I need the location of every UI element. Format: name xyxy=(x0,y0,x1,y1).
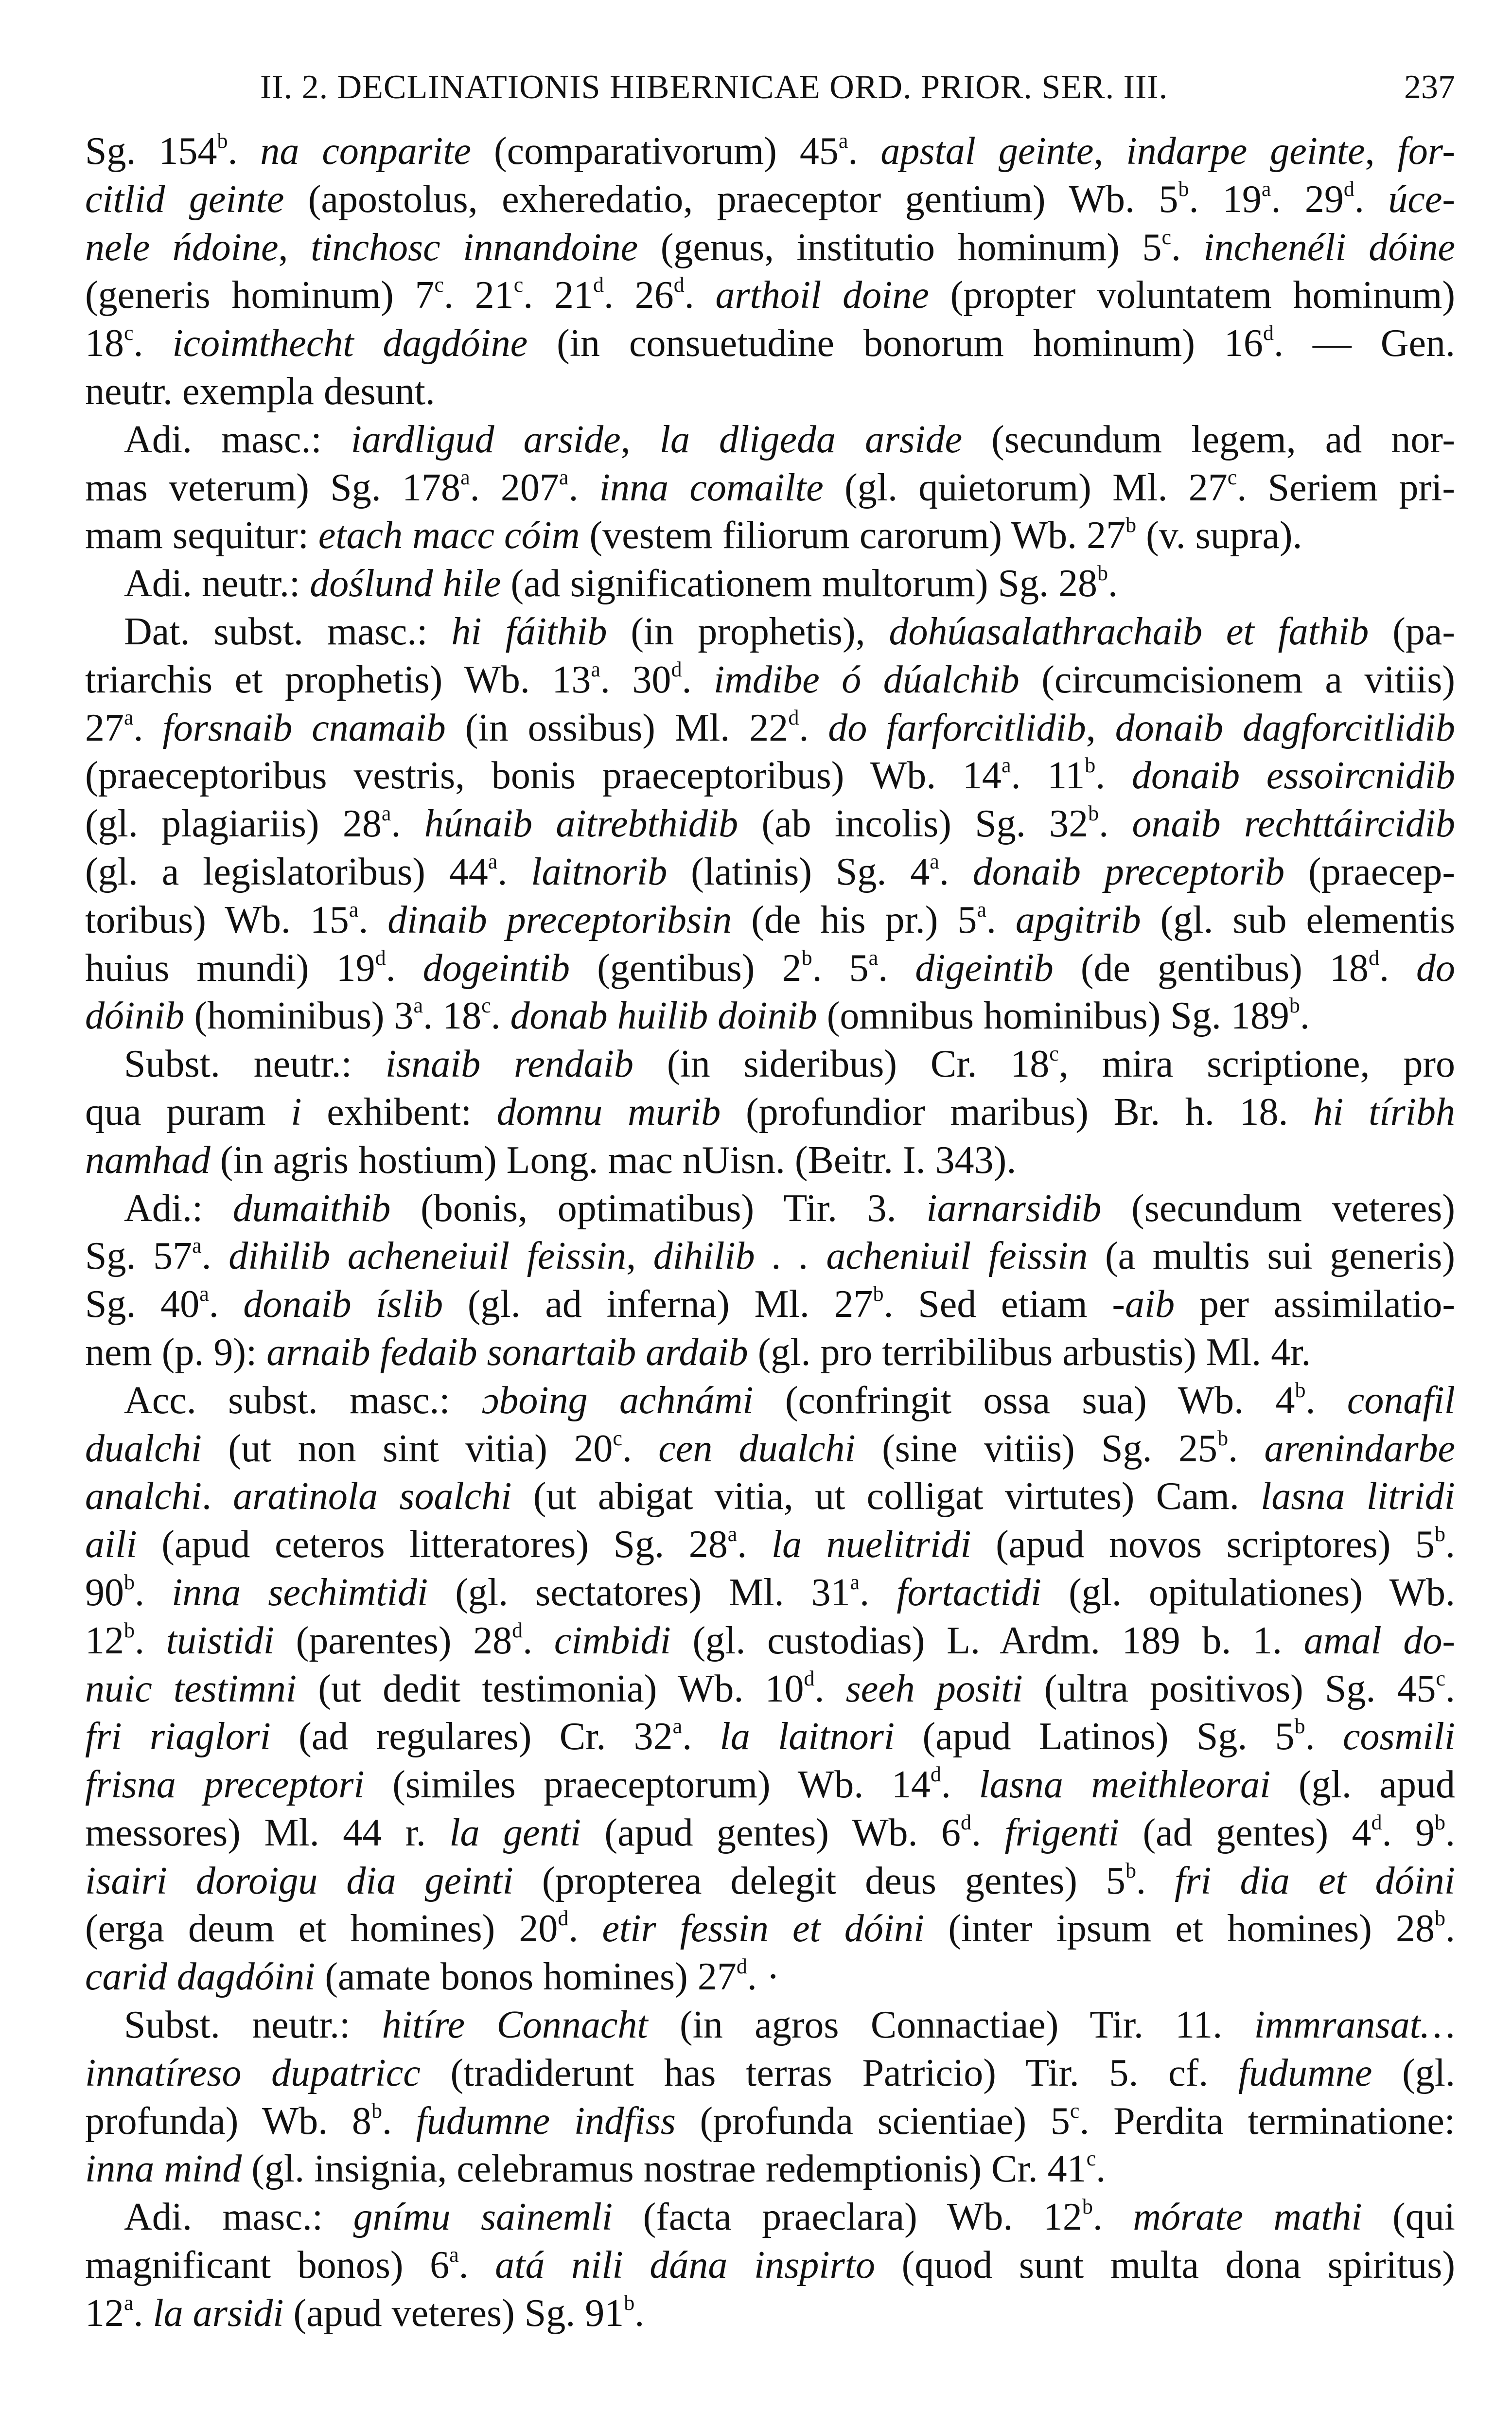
irish-term: immransat… xyxy=(1254,2004,1455,2047)
folio-column-mark: b xyxy=(1088,801,1099,826)
folio-column-mark: a xyxy=(1001,753,1011,778)
irish-term: -aib xyxy=(1112,1283,1175,1326)
text-line: mas veterum) Sg. 178$^a$. 207$^a$. inna comailte (gl. quietorum) Ml. 27$^c$. Seriem pri- xyxy=(85,465,1456,509)
text-line: Sg. 57$^a$. dihilib acheneiuil feissin, dihilib . . acheniuil feissin (a multis sui generis) xyxy=(85,1234,1456,1278)
irish-term: donaib dagforcitlidib xyxy=(1115,706,1456,749)
folio-column-mark: b xyxy=(371,2098,382,2123)
text-line: Sg. 154$^b$. na conparite (comparativorum) 45$^a$. apstal geinte, indarpe geinte, for- xyxy=(85,129,1456,173)
irish-term: digeintib xyxy=(915,946,1054,990)
folio-column-mark: c xyxy=(1086,2146,1096,2171)
irish-term: na conparite xyxy=(260,130,471,173)
text-line: fri riaglori (ad regulares) Cr. 32$^a$. la laitnori (apud Latinos) Sg. 5$^b$. cosmili xyxy=(85,1714,1456,1758)
irish-term: gnímu sainemli xyxy=(353,2196,613,2239)
irish-term: apstal geinte xyxy=(880,130,1094,173)
folio-column-mark: a xyxy=(199,1282,209,1306)
irish-term: tuistidi xyxy=(166,1619,274,1662)
irish-term: onaib rechttáircidib xyxy=(1132,802,1456,846)
folio-column-mark: a xyxy=(413,993,423,1018)
text-line: 12$^a$. la arsidi (apud veteres) Sg. 91$^b$. xyxy=(85,2290,645,2335)
text-line: isairi doroigu dia geinti (propterea delegit deus gentes) 5$^b$. fri dia et dóini xyxy=(85,1858,1456,1902)
irish-term: mórate mathi xyxy=(1133,2196,1362,2239)
irish-term: for- xyxy=(1397,130,1456,173)
folio-column-mark: c xyxy=(1161,225,1171,249)
folio-column-mark: b xyxy=(1435,1522,1446,1546)
text-line: nele ńdoine, tinchosc innandoine (genus, institutio hominum) 5$^c$. inchenéli dóine xyxy=(85,225,1456,269)
irish-term: la dligeda arside xyxy=(659,418,963,461)
irish-term: fudumne indfiss xyxy=(416,2099,676,2143)
folio-column-mark: d xyxy=(930,1762,941,1787)
folio-column-mark: b xyxy=(124,1570,135,1594)
irish-term: inna comailte xyxy=(599,466,824,509)
folio-column-mark: a xyxy=(977,897,986,922)
irish-term: inna mind xyxy=(85,2147,242,2191)
text-line: nem (p. 9): arnaib fedaib sonartaib ardaib (gl. pro terribilibus arbustis) Ml. 4r. xyxy=(85,1330,1311,1374)
text-line: Adi. masc.: gnímu sainemli (facta praeclara) Wb. 12$^b$. mórate mathi (qui xyxy=(124,2195,1455,2239)
text-line: namhad (in agris hostium) Long. mac nUisn. (Beitr. I. 343). xyxy=(85,1138,1017,1182)
folio-column-mark: a xyxy=(488,849,498,873)
text-line: Sg. 40$^a$. donaib íslib (gl. ad inferna) Ml. 27$^b$. Sed etiam -aib per assimilatio- xyxy=(85,1282,1456,1326)
folio-column-mark: a xyxy=(192,1234,202,1258)
irish-term: dumaithib xyxy=(232,1187,391,1230)
folio-column-mark: a xyxy=(460,465,470,489)
folio-column-mark: b xyxy=(1217,1426,1229,1450)
text-line: nuic testimni (ut dedit testimonia) Wb. 10$^d$. seeh positi (ultra positivos) Sg. 45$^c$. xyxy=(85,1666,1456,1710)
text-line: Dat. subst. masc.: hi fáithib (in prophetis), dohúasalathrachaib et fathib (pa- xyxy=(124,610,1455,653)
irish-term: hi fáithib xyxy=(451,610,607,653)
text-line: (gl. plagiariis) 28$^a$. húnaib aitrebthidib (ab incolis) Sg. 32$^b$. onaib rechttáircidib xyxy=(85,801,1456,846)
folio-column-mark: b xyxy=(1097,561,1108,585)
irish-term: hitíre Connacht xyxy=(382,2004,648,2047)
folio-column-mark: b xyxy=(1085,753,1096,778)
folio-column-mark: b xyxy=(1289,993,1300,1018)
folio-column-mark: c xyxy=(481,993,491,1018)
folio-column-mark: b xyxy=(124,1618,135,1642)
folio-column-mark: a xyxy=(850,1570,860,1594)
text-line: dualchi (ut non sint vitia) 20$^c$. cen dualchi (sine vitiis) Sg. 25$^b$. arenindarbe xyxy=(85,1426,1456,1470)
irish-term: namhad xyxy=(85,1138,211,1182)
folio-column-mark: b xyxy=(1125,513,1137,537)
irish-term: la laitnori xyxy=(720,1715,895,1758)
text-line: Adi. masc.: iardligud arside, la dligeda arside (secundum legem, ad nor- xyxy=(124,418,1456,461)
irish-term: iarnarsidib xyxy=(926,1187,1102,1230)
text-line: messores) Ml. 44 r. la genti (apud gentes) Wb. 6$^d$. frigenti (ad gentes) 4$^d$. 9$^b$. xyxy=(85,1810,1455,1854)
irish-term: dihilib acheneiuil feissin xyxy=(229,1235,627,1278)
irish-term: fudumne xyxy=(1238,2051,1372,2094)
folio-column-mark: b xyxy=(801,945,812,970)
irish-term: indarpe geinte xyxy=(1126,130,1365,173)
text-line: Acc. subst. masc.: ɔboing achnámi (confringit ossa sua) Wb. 4$^b$. conafil xyxy=(124,1378,1455,1422)
folio-column-mark: d xyxy=(1343,177,1354,201)
folio-column-mark: d xyxy=(593,273,604,297)
text-line: neutr. exempla desunt. xyxy=(85,370,435,413)
irish-term: dinaib preceptoribsin xyxy=(387,898,732,941)
folio-column-mark: d xyxy=(1368,945,1379,970)
irish-term: nele ńdoine xyxy=(85,226,279,269)
text-line: toribus) Wb. 15$^a$. dinaib preceptoribsin (de his pr.) 5$^a$. apgitrib (gl. sub elementis xyxy=(85,897,1456,941)
irish-term: seeh positi xyxy=(845,1667,1023,1710)
folio-column-mark: a xyxy=(449,2243,459,2267)
folio-column-mark: d xyxy=(804,1666,815,1690)
irish-term: cosmili xyxy=(1342,1715,1456,1758)
folio-column-mark: a xyxy=(381,801,391,826)
folio-column-mark: b xyxy=(1178,177,1189,201)
text-line: (gl. a legislatoribus) 44$^a$. laitnorib (latinis) Sg. 4$^a$. donaib preceptorib (praecep- xyxy=(85,849,1455,893)
folio-column-mark: c xyxy=(613,1426,622,1450)
text-line: Adi.: dumaithib (bonis, optimatibus) Tir. 3. iarnarsidib (secundum veteres) xyxy=(124,1187,1455,1230)
folio-column-mark: c xyxy=(434,273,444,297)
folio-column-mark: b xyxy=(1082,2195,1093,2219)
folio-column-mark: c xyxy=(124,321,134,345)
text-line: dóinib (hominibus) 3$^a$. 18$^c$. donab huilib doinib (omnibus hominibus) Sg. 189$^b$. xyxy=(85,993,1310,1038)
folio-column-mark: a xyxy=(868,945,879,970)
folio-column-mark: c xyxy=(1070,2098,1080,2123)
irish-term: doślund hile xyxy=(310,562,501,605)
irish-term: forsnaib cnamaib xyxy=(162,706,446,749)
irish-term: arnaib fedaib sonartaib ardaib xyxy=(266,1330,748,1374)
folio-column-mark: d xyxy=(673,273,685,297)
irish-term: cen dualchi xyxy=(658,1427,856,1470)
folio-column-mark: a xyxy=(591,657,600,681)
text-line: carid dagdóini (amate bonos homines) $27^d$. · xyxy=(85,1954,780,1999)
text-line: (generis hominum) 7$^c$. 21$^c$. 21$^d$. 26$^d$. arthoil doine (propter voluntatem hominum) xyxy=(85,273,1455,317)
folio-column-mark: c xyxy=(1049,1042,1059,1066)
folio-column-mark: b xyxy=(1294,1714,1305,1738)
irish-term: icoimthecht dagdóine xyxy=(172,322,528,365)
text-line: innatíreso dupatricc (tradiderunt has terras Patricio) Tir. 5. cf. fudumne (gl. xyxy=(85,2051,1455,2094)
irish-term: do xyxy=(1416,946,1456,990)
folio-column-mark: d xyxy=(671,657,682,681)
irish-term: fortactidi xyxy=(897,1571,1042,1614)
irish-term: dualchi xyxy=(85,1427,202,1470)
irish-term: ɔboing achnámi xyxy=(481,1379,754,1422)
irish-term: arthoil doine xyxy=(715,274,929,317)
irish-term: donaib essoircnidib xyxy=(1131,754,1456,798)
irish-term: do farforcitlidib xyxy=(828,706,1086,749)
irish-term: conafil xyxy=(1347,1379,1455,1422)
irish-term: carid dagdóini xyxy=(85,1955,316,1999)
folio-column-mark: a xyxy=(1261,177,1271,201)
text-line: aili (apud ceteros litteratores) Sg. 28$^a$. la nuelitridi (apud novos scriptores) 5$^b$. xyxy=(85,1522,1456,1566)
folio-column-mark: d xyxy=(375,945,386,970)
text-line: magnificant bonos) 6$^a$. atá nili dána inspirto (quod sunt multa dona spiritus) xyxy=(85,2243,1456,2287)
folio-column-mark: d xyxy=(1263,321,1274,345)
irish-term: lasna meithleorai xyxy=(979,1763,1271,1807)
folio-column-mark: b xyxy=(1295,1378,1306,1402)
folio-column-mark: b xyxy=(1125,1858,1136,1882)
irish-term: frigenti xyxy=(1004,1811,1120,1854)
irish-term: donaib preceptorib xyxy=(972,850,1285,893)
irish-term: cimbidi xyxy=(554,1619,671,1662)
irish-term: donab huilib doinib xyxy=(510,994,817,1038)
text-line: frisna preceptori (similes praeceptorum) Wb. 14$^d$. lasna meithleorai (gl. apud xyxy=(85,1762,1456,1807)
folio-column-mark: a xyxy=(124,2290,134,2315)
irish-term: innatíreso dupatricc xyxy=(85,2051,421,2094)
folio-column-mark: b xyxy=(1435,1810,1445,1834)
irish-term: dogeintib xyxy=(422,946,570,990)
text-line: profunda) Wb. 8$^b$. fudumne indfiss (profunda scientiae) 5$^c$. Perdita terminatione: xyxy=(85,2098,1455,2143)
folio-column-mark: b xyxy=(873,1282,884,1306)
irish-term: isairi doroigu dia geinti xyxy=(85,1859,513,1902)
irish-term: dihilib . . acheniuil feissin xyxy=(653,1235,1088,1278)
folio-column-mark: d xyxy=(512,1618,523,1642)
text-line: inna mind (gl. insignia, celebramus nostrae redemptionis) Cr. 41$^c$. xyxy=(85,2146,1106,2191)
irish-term: la genti xyxy=(449,1811,581,1854)
folio-column-mark: a xyxy=(349,897,359,922)
folio-column-mark: a xyxy=(930,849,939,873)
text-line: analchi. aratinola soalchi (ut abigat vitia, ut colligat virtutes) Cam. lasna litridi xyxy=(85,1475,1456,1518)
irish-term: húnaib aitrebthidib xyxy=(424,802,738,846)
irish-term: inna sechimtidi xyxy=(172,1571,428,1614)
irish-term: frisna preceptori xyxy=(85,1763,365,1807)
folio-column-mark: b xyxy=(624,2290,635,2315)
text-line: mam sequitur: etach macc cóim (vestem filiorum carorum) Wb. 27$^b$ (v. supra). xyxy=(85,513,1302,557)
irish-term: fri riaglori xyxy=(85,1715,271,1758)
irish-term: amal do- xyxy=(1303,1619,1456,1662)
folio-column-mark: d xyxy=(736,1954,747,1979)
text-line: Subst. neutr.: hitíre Connacht (in agros Connactiae) Tir. 11. immransat… xyxy=(124,2004,1455,2047)
folio-column-mark: c xyxy=(1436,1666,1446,1690)
irish-term: la arsidi xyxy=(153,2291,284,2335)
irish-term: laitnorib xyxy=(531,850,668,893)
text-line: citlid geinte (apostolus, exheredatio, praeceptor gentium) Wb. 5$^b$. 19$^a$. 29$^d$. úce- xyxy=(85,177,1456,221)
folio-column-mark: c xyxy=(1227,465,1237,489)
running-title: II. 2. DECLINATIONIS HIBERNICAE ORD. PRIOR. SER. III. xyxy=(260,69,1168,106)
text-line: (erga deum et homines) 20$^d$. etir fessin et dóini (inter ipsum et homines) 28$^b$. xyxy=(85,1906,1456,1951)
folio-column-mark: b xyxy=(217,129,228,153)
irish-term: nuic testimni xyxy=(85,1667,297,1710)
irish-term: aili xyxy=(85,1523,137,1566)
irish-term: arenindarbe xyxy=(1264,1427,1456,1470)
irish-term: citlid geinte xyxy=(85,177,284,221)
irish-term: iardligud arside xyxy=(351,418,621,461)
text-line: 18$^c$. icoimthecht dagdóine (in consuetudine bonorum hominum) 16$^d$. — Gen. xyxy=(85,321,1456,365)
folio-column-mark: a xyxy=(559,465,569,489)
irish-term: donaib íslib xyxy=(243,1283,443,1326)
irish-term: dohúasalathrachaib et fathib xyxy=(889,610,1369,653)
folio-column-mark: d xyxy=(788,705,799,729)
text-line: 90$^b$. inna sechimtidi (gl. sectatores) Ml. 31$^a$. fortactidi (gl. opitulationes) Wb. xyxy=(85,1570,1456,1614)
folio-column-mark: c xyxy=(513,273,524,297)
text-line: Subst. neutr.: isnaib rendaib (in sideribus) Cr. 18$^c$, mira scriptione, pro xyxy=(124,1042,1455,1086)
page-header xyxy=(85,68,1455,117)
text-line: qua puram i exhibent: domnu murib (profundior maribus) Br. h. 18. hi tíribh xyxy=(85,1090,1455,1134)
irish-term: etir fessin et dóini xyxy=(602,1907,925,1951)
text-line: (praeceptoribus vestris, bonis praeceptoribus) Wb. 14$^a$. 11$^b$. donaib essoircnidib xyxy=(85,753,1456,798)
folio-column-mark: d xyxy=(961,1810,972,1834)
text-line: 27$^a$. forsnaib cnamaib (in ossibus) Ml. 22$^d$. do farforcitlidib, donaib dagforcitlidib xyxy=(85,705,1456,749)
irish-term: etach macc cóim xyxy=(318,514,580,557)
irish-term: inchenéli dóine xyxy=(1203,226,1456,269)
irish-term: apgitrib xyxy=(1015,898,1141,941)
folio-column-mark: a xyxy=(727,1522,738,1546)
folio-column-mark: a xyxy=(838,129,848,153)
irish-term: domnu murib xyxy=(496,1090,721,1134)
folio-column-mark: a xyxy=(672,1714,683,1738)
text-line: triarchis et prophetis) Wb. 13$^a$. 30$^d$. imdibe ó dúalchib (circumcisionem a vitiis) xyxy=(85,657,1456,701)
folio-column-mark: b xyxy=(1435,1906,1446,1931)
body-text xyxy=(85,127,1455,2338)
page-number: 237 xyxy=(1404,69,1455,106)
irish-term: fri dia et dóini xyxy=(1174,1859,1456,1902)
text-line: 12$^b$. tuistidi (parentes) 28$^d$. cimbidi (gl. custodias) L. Ardm. 189 b. 1. amal do- xyxy=(85,1618,1456,1662)
folio-column-mark: a xyxy=(124,705,134,729)
irish-term: úce- xyxy=(1388,177,1456,221)
text-line: huius mundi) 19$^d$. dogeintib (gentibus) 2$^b$. 5$^a$. digeintib (de gentibus) 18$^d$. do xyxy=(85,945,1456,990)
irish-term: aratinola soalchi xyxy=(233,1475,512,1518)
text-line: Adi. neutr.: doślund hile (ad significationem multorum) Sg. 28$^b$. xyxy=(124,561,1118,605)
irish-term: isnaib rendaib xyxy=(385,1043,634,1086)
irish-term: hi tíribh xyxy=(1313,1090,1455,1134)
folio-column-mark: d xyxy=(558,1906,569,1931)
irish-term: la nuelitridi xyxy=(771,1523,971,1566)
irish-term: dóinib xyxy=(85,994,185,1038)
irish-term: lasna litridi xyxy=(1261,1475,1456,1518)
folio-column-mark: d xyxy=(1371,1810,1382,1834)
irish-term: tinchosc innandoine xyxy=(311,226,638,269)
irish-term: analchi xyxy=(85,1475,202,1518)
irish-term: i xyxy=(291,1090,302,1134)
irish-term: atá nili dána inspirto xyxy=(495,2244,875,2287)
irish-term: imdibe ó dúalchib xyxy=(713,658,1020,701)
